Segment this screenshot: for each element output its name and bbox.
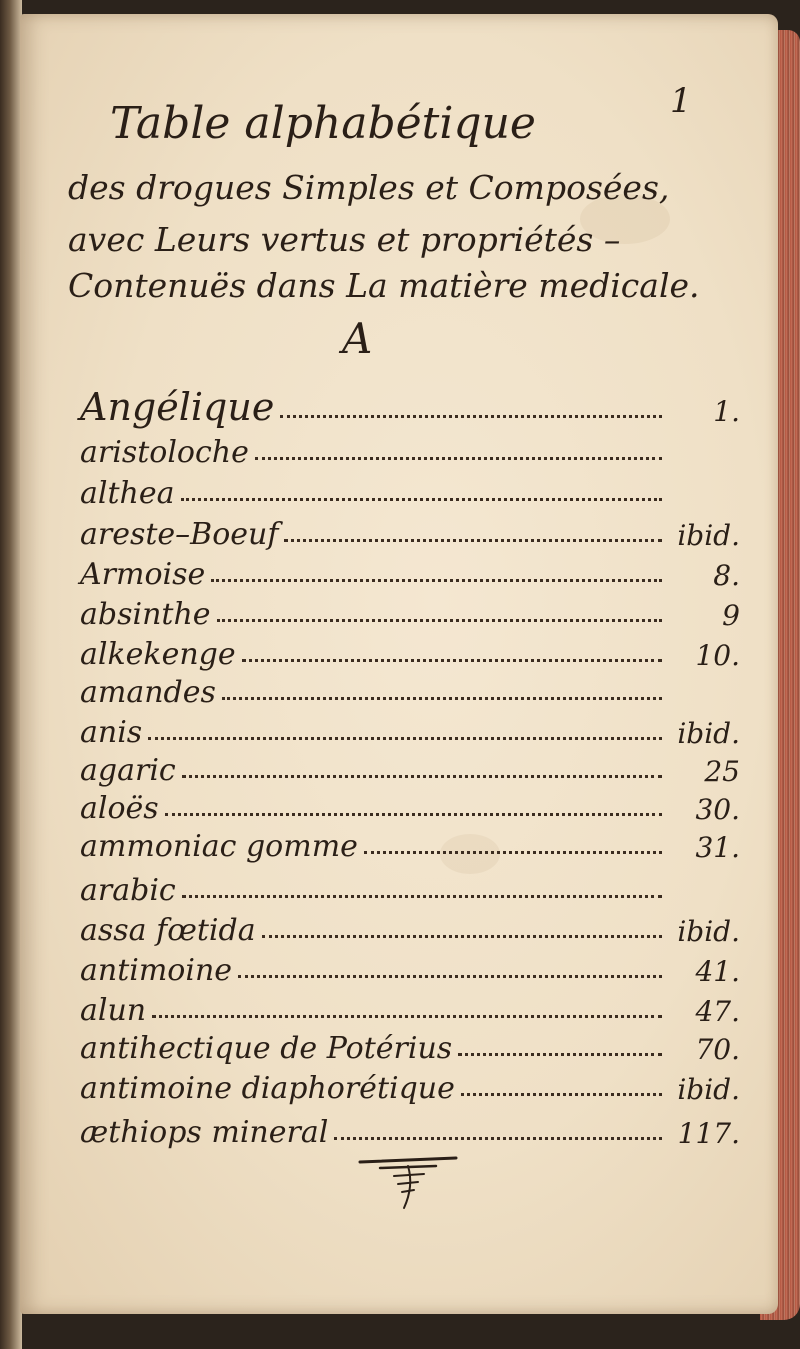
index-entry xyxy=(80,630,740,670)
leader-dots xyxy=(262,935,662,938)
subtitle-line: Contenuës dans La matière medicale. xyxy=(68,266,700,305)
index-entry xyxy=(80,946,740,986)
entry-name: arabic xyxy=(80,873,176,908)
entry-page: 9 xyxy=(722,599,740,632)
entry-page: ibid. xyxy=(677,1073,740,1106)
leader-dots xyxy=(211,579,662,582)
end-flourish xyxy=(358,1156,458,1216)
leader-dots xyxy=(222,697,662,700)
entry-name: Angélique xyxy=(80,385,275,429)
index-entry xyxy=(80,510,740,550)
index-entry xyxy=(80,1024,740,1064)
entry-name: antimoine xyxy=(80,953,233,988)
entry-name: antihectique de Potérius xyxy=(80,1031,453,1066)
entry-name: absinthe xyxy=(80,597,211,632)
leader-dots xyxy=(238,975,662,978)
leader-dots xyxy=(364,851,662,854)
entry-name: æthiops mineral xyxy=(80,1115,329,1150)
entry-page: 10. xyxy=(695,639,740,672)
entry-page: 47. xyxy=(695,995,740,1028)
folio-number: 1 xyxy=(670,81,692,121)
entry-page: 30. xyxy=(695,793,740,826)
entry-name: assa fœtida xyxy=(80,913,256,948)
leader-dots xyxy=(334,1137,662,1140)
leader-dots xyxy=(461,1093,662,1096)
manuscript-page xyxy=(20,14,778,1314)
subtitle-line: des drogues Simples et Composées, xyxy=(68,168,670,207)
entry-page: 70. xyxy=(695,1033,740,1066)
index-entry xyxy=(80,1064,740,1104)
leader-dots xyxy=(165,813,662,816)
index-entry xyxy=(80,550,740,590)
subtitle-line: avec Leurs vertus et propriétés – xyxy=(68,220,621,259)
entry-page: 41. xyxy=(695,955,740,988)
entry-name: Armoise xyxy=(80,557,206,592)
index-entry xyxy=(80,986,740,1026)
leader-dots xyxy=(152,1015,662,1018)
entry-page: 1. xyxy=(713,395,740,428)
entry-page: ibid. xyxy=(677,915,740,948)
entry-name: althea xyxy=(80,476,175,511)
index-entry xyxy=(80,469,740,509)
section-letter: A xyxy=(342,314,373,363)
entry-name: agaric xyxy=(80,753,176,788)
index-entry xyxy=(80,866,740,906)
leader-dots xyxy=(181,498,663,501)
leader-dots xyxy=(182,895,662,898)
index-entry xyxy=(80,906,740,946)
entry-page: 8. xyxy=(713,559,740,592)
entry-page: 25 xyxy=(704,755,740,788)
previous-page-edge xyxy=(0,0,22,1349)
entry-name: ammoniac gomme xyxy=(80,829,358,864)
leader-dots xyxy=(280,415,662,418)
leader-dots xyxy=(148,737,662,740)
entry-name: alkekenge xyxy=(80,637,236,672)
leader-dots xyxy=(242,659,662,662)
entry-page: ibid. xyxy=(677,717,740,750)
index-entry xyxy=(80,668,740,708)
leader-dots xyxy=(284,539,662,542)
leader-dots xyxy=(217,619,662,622)
entry-name: alun xyxy=(80,993,147,1028)
leader-dots xyxy=(255,457,662,460)
entry-page: ibid. xyxy=(677,519,740,552)
index-entry xyxy=(80,590,740,630)
entry-page: 31. xyxy=(695,831,740,864)
entry-name: amandes xyxy=(80,675,216,710)
entry-page: 117. xyxy=(677,1117,740,1150)
index-entry xyxy=(80,385,740,429)
leader-dots xyxy=(458,1053,662,1056)
index-entry xyxy=(80,784,740,824)
index-entry xyxy=(80,1108,740,1148)
entry-name: aristoloche xyxy=(80,435,249,470)
index-entry xyxy=(80,708,740,748)
leader-dots xyxy=(182,775,662,778)
entry-name: aloës xyxy=(80,791,159,826)
index-entry xyxy=(80,746,740,786)
index-entry xyxy=(80,428,740,468)
entry-name: antimoine diaphorétique xyxy=(80,1071,455,1106)
index-entry xyxy=(80,822,740,862)
page-title: Table alphabétique xyxy=(110,98,536,149)
entry-name: anis xyxy=(80,715,143,750)
entry-name: areste–Boeuf xyxy=(80,517,279,552)
